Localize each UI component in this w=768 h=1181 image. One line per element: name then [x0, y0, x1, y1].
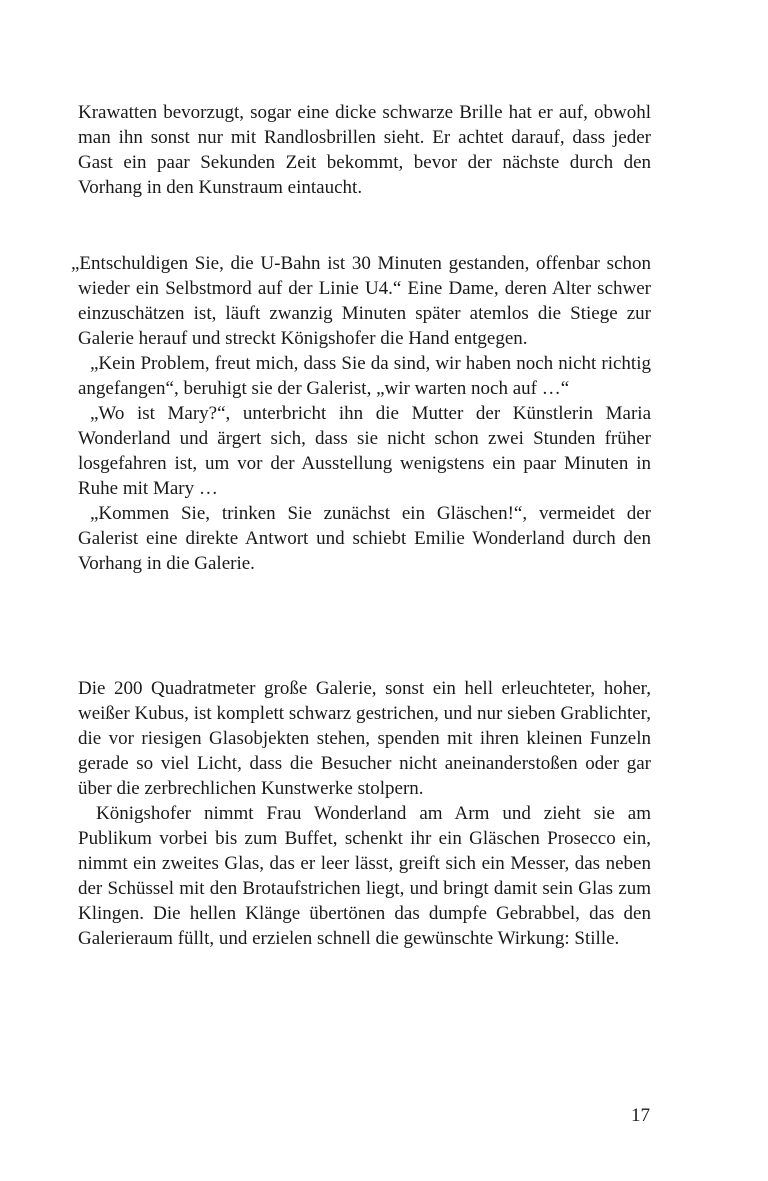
paragraph-galerie: Die 200 Quadratmeter große Galerie, sonst ein hell erleuchteter, hoher, weißer Kubus, ist komplett schwarz gestrichen, und nur sieben Grablichter, die vor riesigen Glasobjekten stehen, spenden mit ihren kleinen Funzeln gerade so viel Licht, dass die Besucher nicht aneinanderstoßen oder gar über die zerbrechlichen Kunstwerke stolpern. — [78, 678, 651, 799]
paragraph-krawatten: Krawatten bevorzugt, sogar eine dicke schwarze Brille hat er auf, obwohl man ihn sonst nur mit Randlosbrillen sieht. Er achtet darauf, dass jeder Gast ein paar Sekunden Zeit bekommt, bevor der nächste durch den Vorhang in den Kunstraum eintaucht. — [78, 102, 651, 198]
text-section-gallery — [78, 676, 651, 951]
paragraph-wo-ist-mary: „Wo ist Mary?“, unterbricht ihn die Mutter der Künstlerin Maria Wonderland und ärgert sich, dass sie nicht schon zwei Stunden früher losgefahren ist, um vor der Ausstellung wenigstens ein paar Minuten in Ruhe mit Mary … — [78, 403, 651, 499]
page-number: 17 — [631, 1105, 650, 1126]
paragraph-kommen-sie: „Kommen Sie, trinken Sie zunächst ein Gläschen!“, vermeidet der Galerist eine direkte Antwort und schiebt Emilie Wonderland durch den Vorhang in die Galerie. — [78, 503, 651, 574]
paragraph-koenigshofer: Königshofer nimmt Frau Wonderland am Arm und zieht sie am Publikum vorbei bis zum Buffet, schenkt ihr ein Gläschen Prosecco ein, nimmt ein zweites Glas, das er leer lässt, greift sich ein Messer, das neben der Schüssel mit den Brotaufstrichen liegt, und bringt damit sein Glas zum Klingen. Die hellen Klänge übertönen das dumpfe Gebrabbel, das den Galerieraum füllt, und erzielen schnell die gewünschte Wirkung: Stille. — [78, 803, 651, 949]
paragraph-entschuldigen: „Entschuldigen Sie, die U-Bahn ist 30 Minuten gestanden, offenbar schon wieder ein Selbstmord auf der Linie U4.“ Eine Dame, deren Alter schwer einzuschätzen ist, läuft zwanzig Minuten später atemlos die Stiege zur Galerie herauf und streckt Königshofer die Hand entgegen. — [71, 253, 651, 349]
text-section-opening — [78, 100, 651, 200]
paragraph-kein-problem: „Kein Problem, freut mich, dass Sie da sind, wir haben noch nicht richtig angefangen“, beruhigt sie der Galerist, „wir warten noch auf …“ — [78, 353, 651, 399]
text-section-arrival — [71, 251, 651, 576]
